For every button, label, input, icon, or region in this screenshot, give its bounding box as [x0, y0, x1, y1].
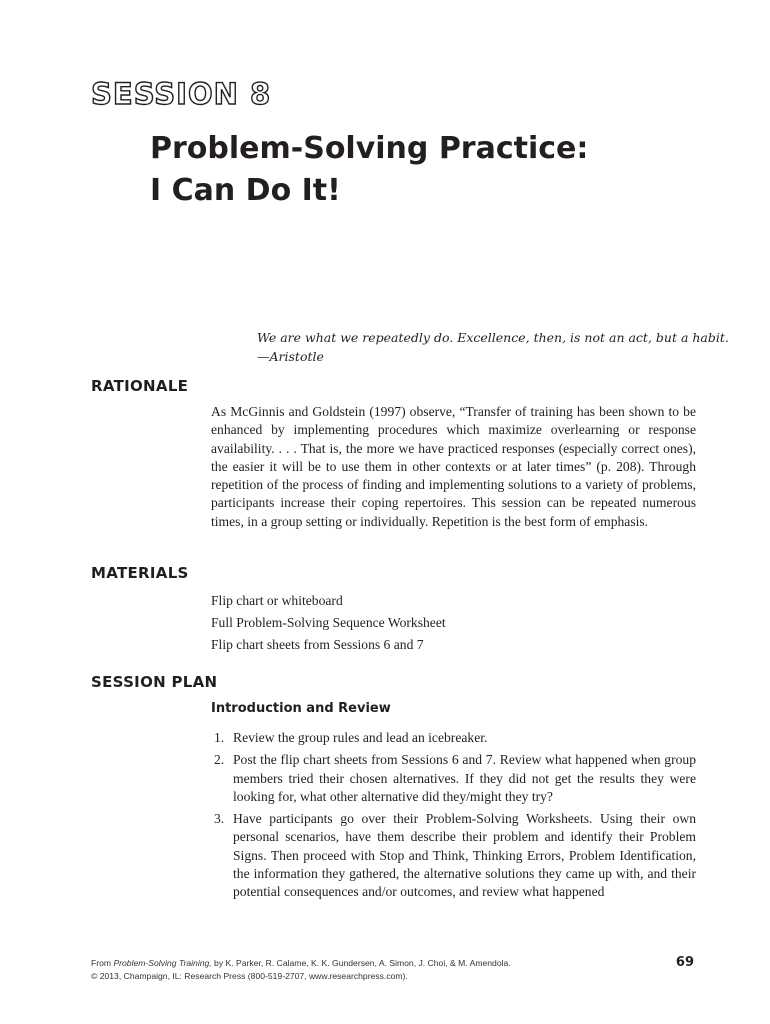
- materials-heading: MATERIALS: [91, 564, 189, 582]
- step-text: Have participants go over their Problem-Solving Worksheets. Using their own personal scenarios, have them describe their problem and identify their Problem Signs. Then proceed with Stop and Think, Thinking Errors, Problem Identification, the information they gathered, the alternative solutions they came up with, and their potential consequences and/or outcomes, and review what happened: [233, 811, 696, 900]
- page-number: 69: [675, 955, 694, 970]
- session-plan-steps: [211, 729, 696, 906]
- session-label: SESSION 8: [91, 77, 272, 111]
- footer-citation: [91, 957, 511, 983]
- materials-item: Full Problem-Solving Sequence Worksheet: [211, 615, 446, 630]
- materials-item: Flip chart or whiteboard: [211, 593, 343, 608]
- footer-authors: by K. Parker, R. Calame, K. K. Gundersen, A. Simon, J. Choi, & M. Amendola.: [211, 958, 511, 968]
- introduction-subheading: Introduction and Review: [211, 701, 391, 716]
- materials-item: Flip chart sheets from Sessions 6 and 7: [211, 637, 424, 652]
- step-text: Review the group rules and lead an icebreaker.: [233, 730, 488, 745]
- footer-book-title: Problem-Solving Training,: [113, 958, 212, 968]
- step-text: Post the flip chart sheets from Sessions 6 and 7. Review what happened when group members tried their chosen alternatives. If they did not get the results they were looking for, what other alternative did they/might they try?: [233, 752, 696, 804]
- step-number: 2.: [214, 752, 225, 768]
- footer-line-2: © 2013, Champaign, IL: Research Press (800-519-2707, www.researchpress.com).: [91, 971, 408, 981]
- epigraph: [257, 328, 729, 366]
- session-plan-heading: SESSION PLAN: [91, 673, 218, 691]
- step-item: [211, 751, 696, 806]
- footer-line-1: [91, 957, 511, 970]
- step-item: [211, 810, 696, 901]
- step-number: 1.: [214, 730, 225, 745]
- rationale-heading: RATIONALE: [91, 377, 189, 395]
- rationale-paragraph: As McGinnis and Goldstein (1997) observe, “Transfer of training has been shown to be enhanced by implementing procedures which maximize overlearning or response availability. . . . That is, the more we have practiced responses (especially correct ones), the easier it will be to use them in other contexts or at later times” (p. 208). Through repetition of the process of finding and implementing solutions to a variety of problems, participants increase their coping repertoires. This session can be repeated numerous times, in a group setting or individually. Repetition is the best form of emphasis.: [211, 404, 696, 529]
- title-line-2: I Can Do It!: [150, 173, 341, 208]
- page-title: [150, 128, 588, 212]
- materials-list: [211, 590, 446, 656]
- title-line-1: Problem-Solving Practice:: [150, 131, 589, 166]
- footer-prefix: From: [91, 958, 114, 968]
- step-item: [211, 729, 696, 747]
- epigraph-quote: We are what we repeatedly do. Excellence, then, is not an act, but a habit.: [257, 330, 729, 345]
- epigraph-attribution: —Aristotle: [257, 349, 324, 364]
- step-number: 3.: [214, 811, 225, 827]
